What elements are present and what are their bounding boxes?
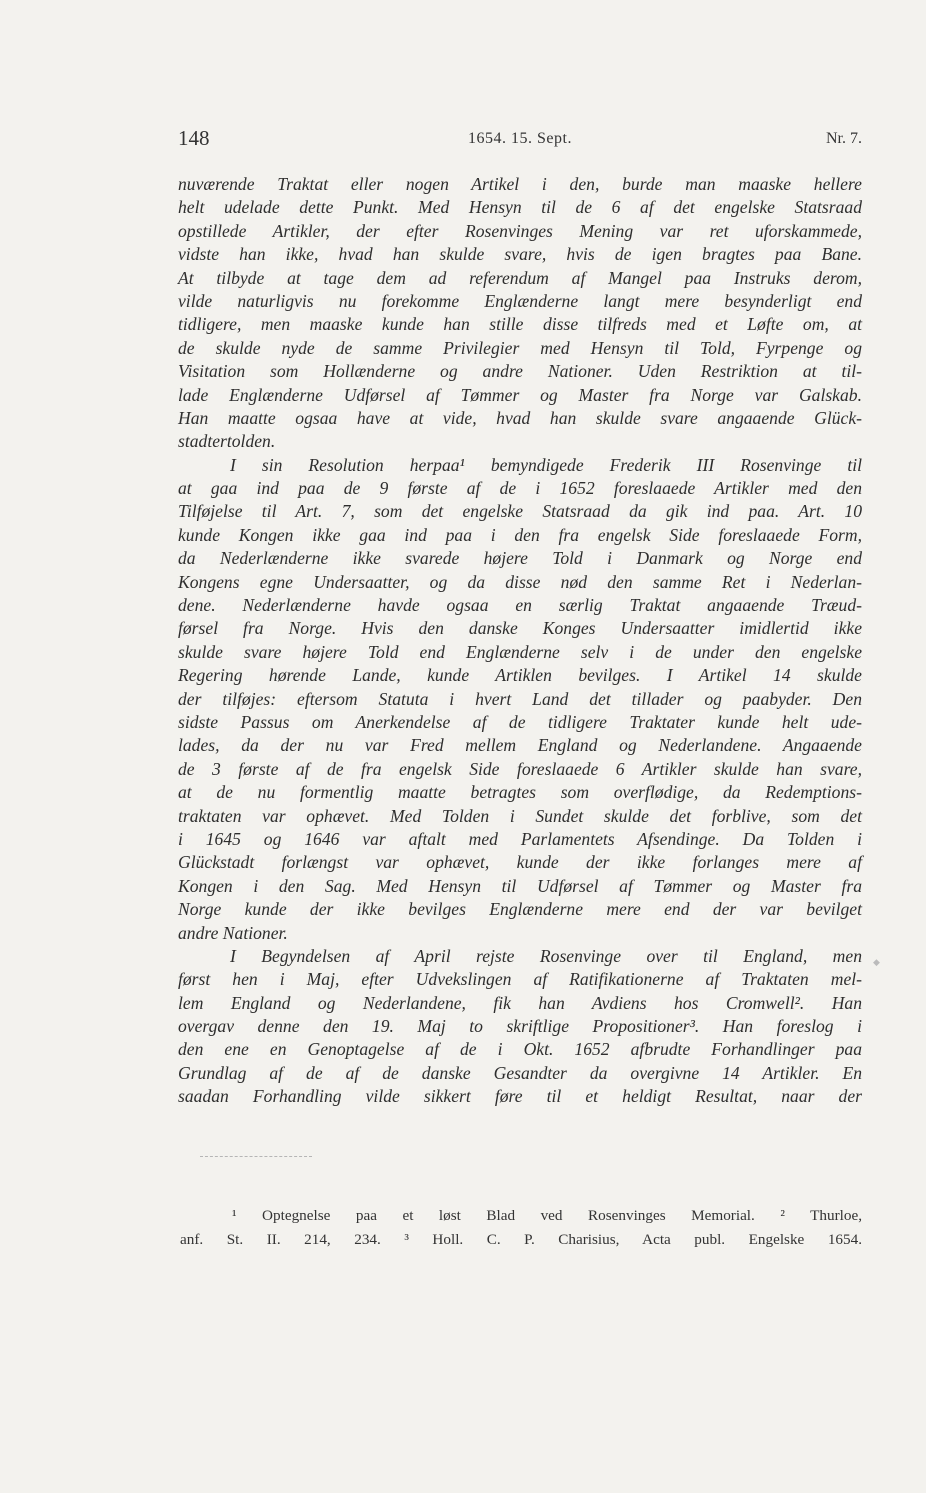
text-line: vidste han ikke, hvad han skulde svare, hvis de igen bragtes paa Bane. <box>178 244 862 265</box>
text-line: i 1645 og 1646 var aftalt med Parlamentets Afsendinge. Da Tolden i <box>178 828 862 849</box>
header-date: 1654. 15. Sept. <box>468 130 572 147</box>
text-line: de skulde nyde de samme Privilegier med Hensyn til Told, Fyrpenge og <box>178 337 862 358</box>
text-line: lem England og Nederlandene, fik han Avdiens hos Cromwell². Han <box>178 992 862 1013</box>
text-line: Grundlag af de af de danske Gesandter da overgivne 14 Artikler. En <box>178 1062 862 1083</box>
text-line: vilde naturligvis nu forekomme Englænderne langt mere besynderligt end <box>178 290 862 311</box>
document-number: Nr. 7. <box>826 130 862 147</box>
text-line: I sin Resolution herpaa¹ bemyndigede Frederik III Rosenvinge til <box>230 454 862 475</box>
footnote-line: anf. St. II. 214, 234. ³ Holl. C. P. Charisius, Acta publ. Engelske 1654. <box>180 1231 862 1248</box>
text-line: stadtertolden. <box>178 431 276 452</box>
text-line: I Begyndelsen af April rejste Rosenvinge over til England, men <box>230 945 862 966</box>
text-line: Kongens egne Undersaatter, og da disse nød den samme Ret i Nederlan- <box>178 571 862 592</box>
text-line: lade Englænderne Udførsel af Tømmer og Master fra Norge var Galskab. <box>178 384 862 405</box>
text-line: opstillede Artikler, der efter Rosenvinges Mening var ret uforskammede, <box>178 220 862 241</box>
text-line: den ene en Genoptagelse af de i Okt. 1652 afbrudte Forhandlinger paa <box>178 1039 862 1060</box>
text-line: andre Nationer. <box>178 922 288 943</box>
text-line: helt udelade dette Punkt. Med Hensyn til de 6 af det engelske Statsraad <box>178 197 862 218</box>
text-line: At tilbyde at tage dem ad referendum af Mangel paa Instruks derom, <box>178 267 862 288</box>
body-text <box>178 173 862 1109</box>
text-line: der tilføjes: eftersom Statuta i hvert Land det tillader og paabyder. Den <box>178 688 862 709</box>
text-line: tidligere, men maaske kunde han stille disse tilfreds med et Løfte om, at <box>178 314 862 335</box>
page-number: 148 <box>178 126 210 150</box>
text-line: Norge kunde der ikke bevilges Englænderne mere end der var bevilget <box>178 899 862 920</box>
text-line: sidste Passus om Anerkendelse af de tidligere Traktater kunde helt ude- <box>178 711 862 732</box>
text-line: Tilføjelse til Art. 7, som det engelske Statsraad da gik ind paa. Art. 10 <box>178 501 862 522</box>
text-line: skulde svare højere Told end Englænderne selv i de under den engelske <box>178 641 862 662</box>
text-line: Kongen i den Sag. Med Hensyn til Udførsel af Tømmer og Master fra <box>178 875 862 896</box>
text-line: at de nu formentlig maatte betragtes som overflødige, da Redemptions- <box>178 782 862 803</box>
text-line: kunde Kongen ikke gaa ind paa i den fra engelsk Side foreslaaede Form, <box>178 524 862 545</box>
text-line: de 3 første af de fra engelsk Side foreslaaede 6 Artikler skulde han svare, <box>178 758 862 779</box>
text-line: først hen i Maj, efter Udvekslingen af Ratifikationerne af Traktaten mel- <box>178 969 862 990</box>
footnotes <box>180 1204 862 1252</box>
text-line: Glückstadt forlængst var ophævet, kunde der ikke forlanges mere af <box>178 852 862 873</box>
text-line: overgav denne den 19. Maj to skriftlige Propositioner³. Han foreslog i <box>178 1016 862 1037</box>
footnote-rule <box>200 1156 312 1157</box>
text-line: lades, da der nu var Fred mellem England og Nederlandene. Angaaende <box>178 735 862 756</box>
print-speck: ◆ <box>873 958 880 968</box>
text-line: Han maatte ogsaa have at vide, hvad han skulde svare angaaende Glück- <box>178 407 862 428</box>
text-line: da Nederlænderne ikke svarede højere Told i Danmark og Norge end <box>178 548 862 569</box>
text-line: Visitation som Hollænderne og andre Nationer. Uden Restriktion at til- <box>178 361 862 382</box>
text-line: Regering hørende Lande, kunde Artiklen bevilges. I Artikel 14 skulde <box>178 665 862 686</box>
text-line: saadan Forhandling vilde sikkert føre til et heldigt Resultat, naar der <box>178 1086 862 1107</box>
running-header <box>178 126 862 154</box>
footnote-line: ¹ Optegnelse paa et løst Blad ved Rosenvinges Memorial. ² Thurloe, <box>232 1207 862 1224</box>
text-line: nuværende Traktat eller nogen Artikel i den, burde man maaske hellere <box>178 174 862 194</box>
text-line: førsel fra Norge. Hvis den danske Konges Undersaatter imidlertid ikke <box>178 618 862 639</box>
text-line: at gaa ind paa de 9 første af de i 1652 foreslaaede Artikler med den <box>178 478 862 499</box>
text-line: dene. Nederlænderne havde ogsaa en særlig Traktat angaaende Træud- <box>178 595 862 616</box>
text-line: traktaten var ophævet. Med Tolden i Sundet skulde det forblive, som det <box>178 805 862 826</box>
